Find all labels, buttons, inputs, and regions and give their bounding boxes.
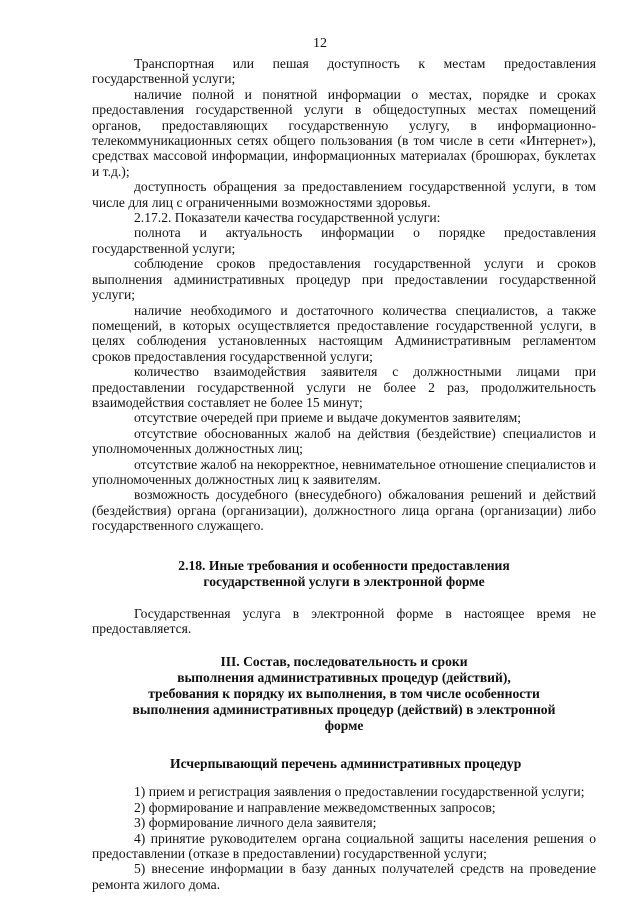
section-iii-heading (92, 654, 596, 734)
list-item: 5) внесение информации в базу данных получателей средств на проведение ремонта жилого дома. (92, 861, 596, 892)
page-number: 12 (313, 36, 327, 51)
subsection-title: 2.17.2. Показатели качества государственной услуги: (134, 210, 441, 226)
heading-line: 2.18. Иные требования и особенности предоставления (178, 557, 510, 573)
paragraph: отсутствие обоснованных жалоб на действия (бездействие) специалистов и уполномоченных должностных лиц; (92, 425, 596, 457)
paragraph: соблюдение сроков предоставления государственной услуги и сроков выполнения административных процедур при предоставлении государственной услуги; (92, 256, 596, 303)
list-item: 1) прием и регистрация заявления о предоставлении государственной услуги; (134, 784, 585, 800)
paragraph: Государственная услуга в электронной форме в настоящее время не предоставляется. (92, 605, 596, 636)
list-item: 3) формирование личного дела заявителя; (134, 815, 377, 831)
heading-line: выполнения административных процедур (действий) в электронной (132, 702, 556, 718)
heading-line: выполнения административных процедур (действий), (177, 670, 511, 686)
section-218-heading (92, 558, 596, 590)
paragraph: Транспортная или пешая доступность к местам предоставления государственной услуги; (92, 56, 596, 87)
paragraph: количество взаимодействия заявителя с должностными лицами при предоставлении государственной услуги не более 2 раз, продолжительность взаимодействия составляет не более 15 минут; (92, 364, 596, 410)
document-body (92, 56, 596, 892)
procedures-heading: Исчерпывающий перечень административных процедур (170, 756, 522, 772)
paragraph: доступность обращения за предоставлением государственной услуги, в том числе для лиц с ограниченными возможностями здоровья. (92, 179, 596, 210)
heading-line: государственной услуги в электронной форме (203, 573, 485, 589)
procedures-list (92, 784, 596, 892)
list-item: 4) принятие руководителем органа социальной защиты населения решения о предоставлении (отказе в предоставлении) государственной услуги; (92, 830, 596, 862)
paragraph: наличие полной и понятной информации о местах, порядке и сроках предоставления государственной услуги в общедоступных местах помещений органов, предоставляющих государственную услугу, в информационно-телекоммуникационных сетях общего пользования (в том числе в сети «Интернет»), средствах массовой информации, информационных материалах (брошюрах, буклетах и т.д.); (92, 86, 596, 179)
paragraph: возможность досудебного (внесудебного) обжалования решений и действий (бездействия) органа (организации), должностного лица органа (организации) либо государственного служащего. (92, 487, 596, 534)
paragraph: наличие необходимого и достаточного количества специалистов, а также помещений, в которых осуществляется предоставление государственной услуги, в целях соблюдения установленных настоящим Административным регламентом сроков предоставления государственной услуги; (92, 302, 596, 364)
list-item: 2) формирование и направление межведомственных запросов; (134, 799, 496, 815)
paragraph: отсутствие жалоб на некорректное, невнимательное отношение специалистов и уполномоченных должностных лиц к заявителям. (92, 456, 596, 487)
heading-line: требования к порядку их выполнения, в том числе особенности (148, 686, 540, 702)
heading-line: III. Состав, последовательность и сроки (220, 654, 468, 670)
paragraph: полнота и актуальность информации о порядке предоставления государственной услуги; (92, 225, 596, 256)
paragraph: отсутствие очередей при приеме и выдаче документов заявителям; (134, 410, 521, 426)
heading-line: форме (324, 718, 364, 734)
